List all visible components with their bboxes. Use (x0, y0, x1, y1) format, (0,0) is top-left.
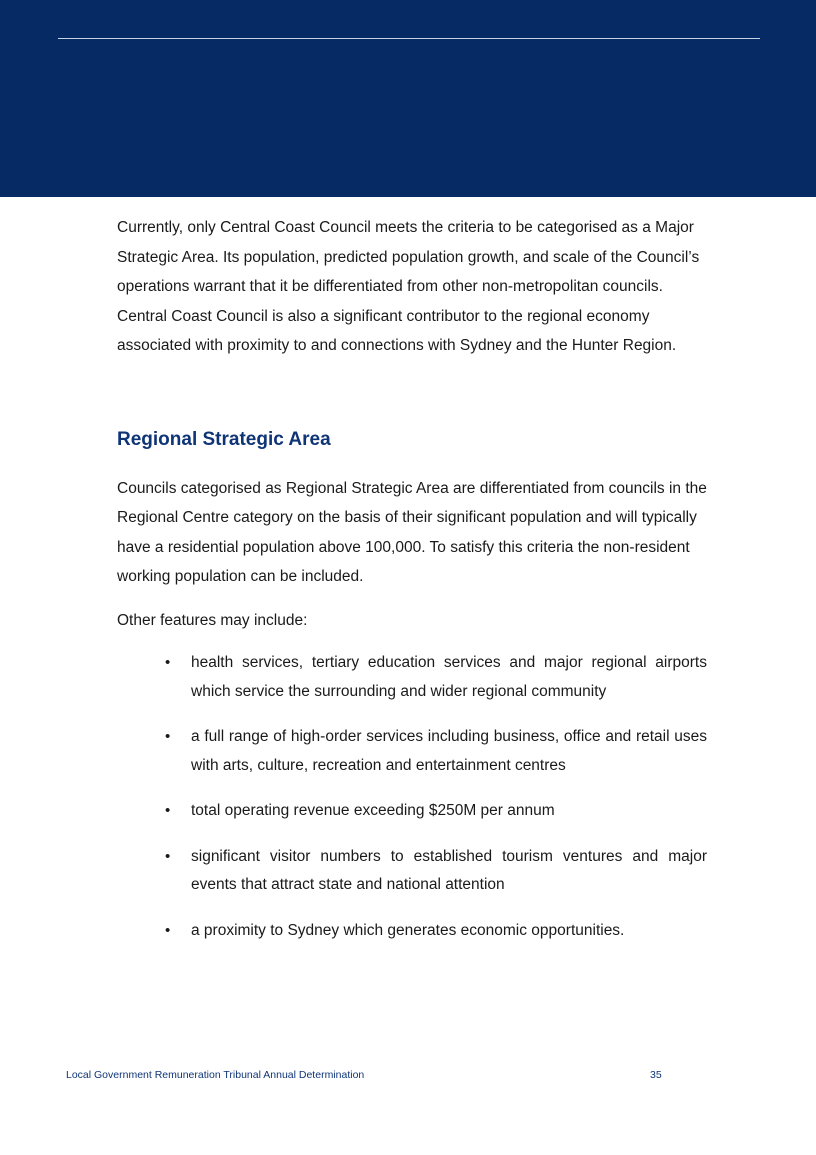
bullet-icon: • (165, 728, 171, 745)
list-item-text: a full range of high-order services including business, office and retail uses with arts, culture, recreation and entertainment centres (191, 728, 707, 774)
list-item (165, 917, 707, 946)
page-content (117, 213, 707, 962)
intro-paragraph: Currently, only Central Coast Council meets the criteria to be categorised as a Major Strategic Area. Its population, predicted population growth, and scale of the Council’s operations warrant that it be differentiated from other non-metropolitan councils. Central Coast Council is also a significant contributor to the regional economy associated with proximity to and connections with Sydney and the Hunter Region. (117, 219, 700, 354)
section-heading: Regional Strategic Area (117, 428, 331, 450)
bullet-icon: • (165, 847, 171, 865)
list-item-text: total operating revenue exceeding $250M per annum (191, 802, 555, 819)
section-paragraph: Councils categorised as Regional Strategic Area are differentiated from councils in the Regional Centre category on the basis of their significant population and will typically have a residential population above 100,000. To satisfy this criteria the non-resident working population can be included. (117, 479, 707, 585)
list-item (165, 649, 707, 706)
list-item-text: a proximity to Sydney which generates economic opportunities. (191, 921, 625, 939)
bullet-icon: • (165, 921, 171, 939)
bullet-icon: • (165, 802, 171, 819)
bullet-icon: • (165, 654, 171, 671)
header-band (0, 0, 816, 197)
features-intro: Other features may include: (117, 611, 308, 629)
footer-document-title: Local Government Remuneration Tribunal Annual Determination (66, 1069, 365, 1081)
list-item-text: health services, tertiary education services and major regional airports which service the surrounding and wider regional community (191, 654, 707, 700)
list-item (165, 797, 707, 826)
list-item-text: significant visitor numbers to established tourism ventures and major events that attract state and national attention (191, 847, 707, 893)
list-item (165, 843, 707, 900)
header-rule (58, 38, 760, 39)
list-item (165, 723, 707, 780)
features-list (165, 649, 707, 945)
footer-page-number: 35 (650, 1069, 662, 1081)
